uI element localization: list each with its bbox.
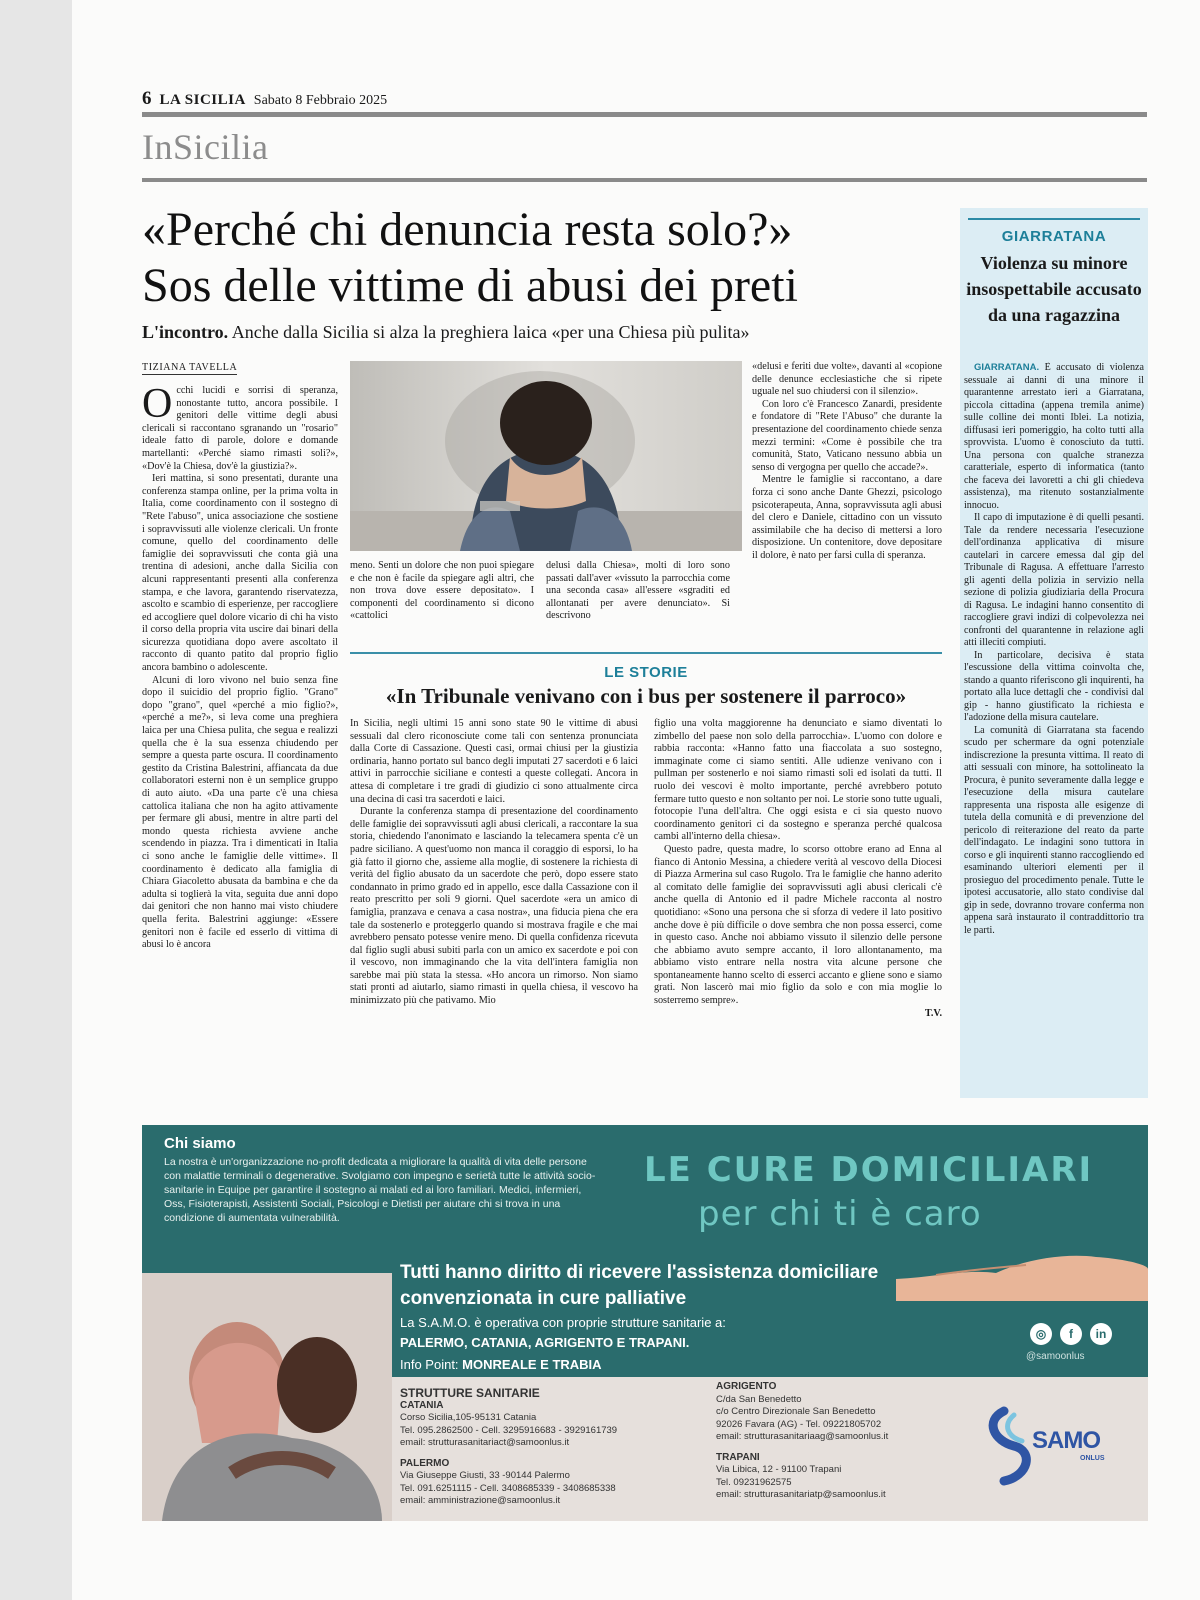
linkedin-icon[interactable]: in: [1090, 1323, 1112, 1345]
samo-advertisement: [142, 1125, 1148, 1521]
ad-agrigento-name: AGRIGENTO: [716, 1381, 777, 1392]
ad-palermo-address: Via Giuseppe Giusti, 33 -90144 Palermo: [400, 1470, 570, 1481]
headline: [142, 202, 942, 314]
ad-palermo-name: PALERMO: [400, 1457, 450, 1469]
article-paragraph: delusi dalla Chiesa», molti di loro sono passati dall'aver «vissuto la parrocchia come una seconda casa» all'essere «sgraditi ed allontanati per avere denunciato». Si descrivono: [546, 560, 730, 622]
ad-agrigento-line-3: 92026 Favara (AG) - Tel. 09221805702: [716, 1418, 882, 1430]
ad-structures-east: [716, 1381, 956, 1502]
article-paragraph: Mentre le famiglie si raccontano, a dare forza ci sono anche Dante Ghezzi, psicologo psicoterapeuta, Anna, sopravvissuta agli abusi del clero e Daniele, cittadino con un vissuto assimilabile che ha deciso di mettersi a loro disposizione. Un contenitore, dove depositare il dolore, è nato per farsi culla di speranza.: [752, 474, 942, 561]
ad-agrigento-line-2: c/o Centro Direzionale San Benedetto: [716, 1406, 876, 1417]
headline-line-1: «Perché chi denuncia resta solo?»: [142, 203, 793, 256]
story-column-1: [350, 718, 638, 1106]
ad-palermo-email[interactable]: email: amministrazione@samoonlus.it: [400, 1495, 561, 1506]
article-paragraph: «delusi e feriti due volte», davanti al «copione delle denunce ecclesiastiche che si ripete uguale nel suo chiudersi con il silenzio».: [752, 361, 942, 398]
article-paragraph: Con loro c'è Francesco Zanardi, presidente e fondatore di "Rete l'Abuso" che durante la presentazione del coordinamento chiede senza mezzi termini: «Come è possibile che tra comunità, Stato, Vaticano nessuno abbia un senso di vergogna per quello che accade?».: [752, 398, 942, 473]
hugging-women-photo: [142, 1273, 392, 1521]
article-paragraph: Alcuni di loro vivono nel buio senza fine dopo il suicidio del proprio figlio. "Grano" dopo "grano", quel «perché a mio figlio?», «perché a me?», si leva come una preghiera laica per una Chiesa pulita, che segua e realizzi quella che è la sua essenza chiudendo per sempre a questa parte oscura. Il coordinamento gestito da Cristina Balestrini, affiancata da due collaboratori esterni non è un semplice gruppo di auto aiuto. «Da una parte c'è una chiesa cattolica italiana che non ha agito attivamente per fermare gli abusi, mentre in altre parti del mondo questa richiesta avviene anche scendendo in piazza. Tra i dimenticati in Italia ci sono anche le famiglie delle vittime». Il coordinamento è dedicato alla famiglia di Chiara Giacoletto abusata da bambina e che da adulta si toglierà la vita, seguita due anni dopo dai genitori che non hanno mai visto chiudere quella ferita. Balestrini aggiunge: «Essere genitori non è facile ed esserlo di vittima di abusi lo è ancora: [142, 674, 338, 951]
headline-line-2: Sos delle vittime di abusi dei preti: [142, 259, 798, 312]
story-headline: «In Tribunale venivano con i bus per sostenere il parroco»: [385, 684, 907, 708]
article-paragraph: Occhi lucidi e sorrisi di speranza, nonostante tutto, ancora possibile. I genitori delle vittime degli abusi clericali si raccontano sgranando un "rosario" ideale fatto di parole, dolore e domande martellanti: «Perché siamo rimasti soli?», «Dov'è la Chiesa, dov'è la giustizia?».: [142, 385, 338, 472]
sidebar-headline: Violenza su minore insospettabile accusato da una ragazzina: [966, 253, 1142, 325]
issue-date: Sabato 8 Febbraio 2025: [253, 93, 388, 108]
sidebar-paragraph: In particolare, decisiva è stata l'escussione della vittima coinvolta che, stando a quanto riferiscono gli inquirenti, ha portato alla luce dettagli che - condivisi dal gip - hanno giustificato la richiesta e l'adozione della misura cautelare.: [964, 649, 1144, 723]
article-column-2: [350, 560, 534, 630]
sidebar-paragraph: Il capo di imputazione è di quelli pesanti. Tale da rendere necessaria l'esecuzione dell'ordinanza applicativa di misure cautelari in carcere emessa dal gip del Tribunale di Ragusa. A effettuare l'arresto gli agenti della polizia in servizio nella sezione di polizia giudiziaria della Procura di Ragusa. Le indagini hanno consentito di raccogliere gravi indizi di colpevolezza nei confronti del quarantenne in relazione agli atti illeciti compiuti.: [964, 512, 1144, 648]
page-folio: [142, 88, 1147, 114]
ad-catania-phone: Tel. 095.2862500 - Cell. 3295916683 - 3929161739: [400, 1424, 618, 1436]
ad-social-links: [1030, 1323, 1112, 1345]
article-column-3: [546, 560, 730, 630]
newspaper-name: LA SICILIA: [159, 92, 246, 108]
samo-logo-text: SAMO: [1032, 1427, 1100, 1454]
story-paragraph: Durante la conferenza stampa di presentazione del coordinamento delle famiglie dei sopravvissuti agli abusi clericali, a raccontare la sua storia, chiedendo l'anonimato e lasciando la telecamera spenta c'è un padre siciliano. A quest'uomo non manca il coraggio di esporsi, lo ha già fatto il giorno che, assieme alla moglie, di sostenere la richiesta di verità del figlio abusato da un sacerdote che però, dopo essere stato condannato in primo grado ed in appello, esce dalla Cassazione con il reato prescritto per soli 9 giorni. Quel sacerdote «era un amico di famiglia, pranzava e cenava a casa nostra», una fiducia piena che era tale da sostenerlo e proteggerlo quando si mostrava fragile e che mai avrebbero pensato potesse venire meno. Di quella confidenza ricevuta dal figlio sugli abusi subiti parla con un amico ex sacerdote e poi con il vescovo, non immaginando che la vita dell'intera famiglia non sarebbe mai più stata la stessa. «Ho ancora un rimorso. Non siamo stati pronti ad aiutarlo, siamo rimasti in quella chiesa, il vescovo ha minimizzato più che pativamo. Mio: [350, 806, 638, 1007]
ad-social-handle: @samoonlus: [1026, 1351, 1085, 1362]
ad-banner-line-1: LE CURE DOMICILIARI: [644, 1150, 1094, 1190]
dropcap: O: [142, 385, 173, 427]
lead-text: Anche dalla Sicilia si alza la preghiera laica «per una Chiesa più pulita»: [231, 322, 750, 342]
article-column-1: [142, 385, 338, 1105]
ad-who-title: Chi siamo: [164, 1135, 236, 1152]
child-sitting-photo: [350, 361, 742, 551]
samo-logo-sub: ONLUS: [1080, 1455, 1105, 1462]
ad-agrigento-line-1: C/da San Benedetto: [716, 1393, 802, 1405]
ad-operative: La S.A.M.O. è operativa con proprie strutture sanitarie a:: [400, 1315, 726, 1330]
ad-trapani-email[interactable]: email: strutturasanitariatp@samoonlus.it: [716, 1489, 886, 1500]
ad-structures-title: STRUTTURE SANITARIE: [400, 1386, 540, 1400]
section-rule: [142, 178, 1147, 182]
sidebar-paragraph: La comunità di Giarratana sta facendo scudo per schermare da ogni potenziale indiscrezione la presunta vittima. Il reato di atti sessuali con minore, ha sottolineato la Procura, è punito severamente dalla legge e l'esecuzione della misura cautelare rappresenta una risposta alle esigenze di tutela della comunità e di prevenzione del pericolo di reiterazione del reato da parte dell'indagato. Le indagini sono tuttora in corso e gli inquirenti stanno raccogliendo ed esaminando ulteriori elementi per il prosieguo del procedimento penale. Tutte le ipotesi accusatorie, allo stato condivise dal gip in sede, dovranno trovare conferma non appena sarà instaurato il contraddittorio tra le parti.: [964, 724, 1144, 936]
story-column-2: [654, 718, 942, 1106]
ad-trapani-address: Via Libica, 12 - 91100 Trapani: [716, 1464, 842, 1475]
ad-who-text: La nostra è un'organizzazione no-profit dedicata a migliorare la qualità di vita delle persone con malattie terminali o degenerative. Svolgiamo con impegno e serietà tutte le attività socio-sanitarie in Equipe per garantire il sostegno ai malati ed ai loro familiari. Medici, infermieri, Oss, Fisioterapisti, Assistenti Sociali, Psicologi e Dietisti per aiutare chi si trova in una condizione di aumentata vulnerabilità.: [164, 1156, 596, 1224]
ad-banner-line-2: per chi ti è caro: [698, 1194, 982, 1234]
article-photo: [350, 361, 742, 551]
story-kicker: LE STORIE: [604, 664, 688, 681]
story-paragraph: In Sicilia, negli ultimi 15 anni sono state 90 le vittime di abusi sessuali dal clero riconosciute come tali con sentenza pronunciata dalla Corte di Cassazione. Questi casi, ormai chiusi per la giustizia ordinaria, hanno portato sul banco degli imputati 27 sacerdoti e 6 laici attivi in parrocchie siciliane e contesti a queste collegati. Ancora in attesa di completare i tre gradi di giudizio ci sono attualmente circa una decina di casi tra sacerdoti e laici.: [350, 718, 638, 805]
ad-headline: Tutti hanno diritto di ricevere l'assistenza domiciliare convenzionata in cure palliative: [400, 1262, 879, 1309]
lead-kicker: L'incontro.: [142, 322, 229, 342]
sidebar-kicker: GIARRATANA: [1001, 228, 1107, 245]
ad-catania-name: CATANIA: [400, 1399, 444, 1411]
section-title: InSicilia: [142, 127, 269, 167]
lead: [142, 322, 942, 343]
story-rule: [350, 652, 942, 654]
byline: TIZIANA TAVELLA: [142, 362, 238, 373]
newspaper-page: [72, 0, 1200, 1600]
ad-agrigento-email[interactable]: email: strutturasanitariaag@samoonlus.it: [716, 1431, 889, 1442]
ad-trapani-name: TRAPANI: [716, 1451, 760, 1463]
article-column-4: [752, 361, 942, 631]
sidebar-text: [964, 362, 1144, 1092]
ad-catania-address: Corso Sicilia,105-95131 Catania: [400, 1412, 537, 1423]
story-signature: T.V.: [924, 1007, 942, 1019]
ad-catania-email[interactable]: email: strutturasanitariact@samoonlus.it: [400, 1437, 570, 1448]
story-paragraph: figlio una volta maggiorenne ha denunciato e siamo diventati lo zimbello del paese non solo della parrocchia». L'uomo con dolore e rabbia racconta: «Hanno fatto una fiaccolata a suo sostegno, immaginate come ci siamo sentiti. Alle udienze venivano con i pullman per sostenerlo e noi siamo rimasti soli ed isolati da tutti. Il ruolo dei vescovi è molto importante, perché avrebbero potuto fermare tutto questo e non soltanto per noi. Le storie sono tutte uguali, fotocopie l'una dell'altra. Che oggi esista e ci sia questo nuovo coordinamento genitori ci da sostegno e speranza perché qualcosa cambi all'interno della chiesa».: [654, 718, 942, 843]
facebook-icon[interactable]: f: [1060, 1323, 1082, 1345]
header-rule: [142, 112, 1147, 117]
article-paragraph: Ieri mattina, si sono presentati, durante una conferenza stampa online, per la prima volta in Italia, come coordinamento con il sostegno di "Rete l'abuso", unica associazione che sostiene i sopravvissuti alle violenze clericali. Un fronte comune, quello del coordinamento delle famiglie dei sopravvissuti che conta già una trentina di adesioni, anche dalla Sicilia con alcuni rappresentanti presenti alla conferenza stampa, e che lavora, garantendo riservatezza, ascolto e scambio di esperienze, per raccogliere ed accogliere quel dolore vicario di chi ha visto il corso della propria vita uscire dai binari della sicurezza quotidiana dopo avere ascoltato il racconto di quanto patito dal proprio figlio ancora bambino o adolescente.: [142, 473, 338, 674]
samo-logo: [984, 1401, 1124, 1491]
story-paragraph: Questo padre, questa madre, lo scorso ottobre erano ad Enna al fianco di Antonio Messina, a chiedere verità al vescovo della Diocesi di Piazza Armerina sul caso Rugolo. Tra le famiglie che hanno aderito al comitato delle famiglie dei sopravvissuti agli abusi clericali c'è anche quella di Antonio ed il padre Michele racconta al nostro quotidiano: «Sono una persona che si sforza di vedere il lato positivo anche dove è più difficile o dove sembra che non possa esserci, come in questo caso. Anche noi abbiamo vissuto il silenzio delle persone che abbiamo avuto sempre accanto, il loro allontanamento, ma abbiamo visto entrare nella nostra vita alcune persone che spontaneamente hanno scelto di esserci accanto e gliene sono e siamo grati. Non lascerò mai mio figlio da solo e con mia moglie lo sosterremo sempre».: [654, 843, 942, 1007]
page-gutter: [0, 0, 72, 1600]
ad-structures: [400, 1387, 700, 1508]
sidebar-dateline: GIARRATANA.: [974, 362, 1040, 373]
ad-palermo-phone: Tel. 091.6251115 - Cell. 3408685339 - 3408685338: [400, 1482, 616, 1494]
sidebar-paragraph: GIARRATANA. È accusato di violenza sessuale ai danni di una minore il quarantenne arrestato ieri a Giarratana, piccola cittadina (appena tremila anime) sulle colline dei monti Iblei. La notizia, diffusasi ieri pomeriggio, ha colto tutti alla sprovvista. L'uomo è conosciuto da tutti. Una persona con qualche stranezza caratteriale, esperto di informatica (tanto che faceva dei lavoretti a chi gli chiedeva assistenza), ma ritenuto sostanzialmente innocuo.: [964, 362, 1144, 511]
page-number: 6: [142, 88, 152, 109]
instagram-icon[interactable]: ◎: [1030, 1323, 1052, 1345]
sidebar-rule: [968, 218, 1140, 220]
ad-trapani-phone: Tel. 09231962575: [716, 1476, 792, 1488]
ad-info-point: Info Point: MONREALE E TRABIA: [400, 1357, 602, 1372]
ad-cities: PALERMO, CATANIA, AGRIGENTO E TRAPANI.: [400, 1335, 690, 1350]
article-paragraph: meno. Senti un dolore che non puoi spiegare e che non è facile da spiegare agli altri, che non trova dove essere depositato». I componenti del coordinamento si dicono «cattolici: [350, 560, 534, 622]
